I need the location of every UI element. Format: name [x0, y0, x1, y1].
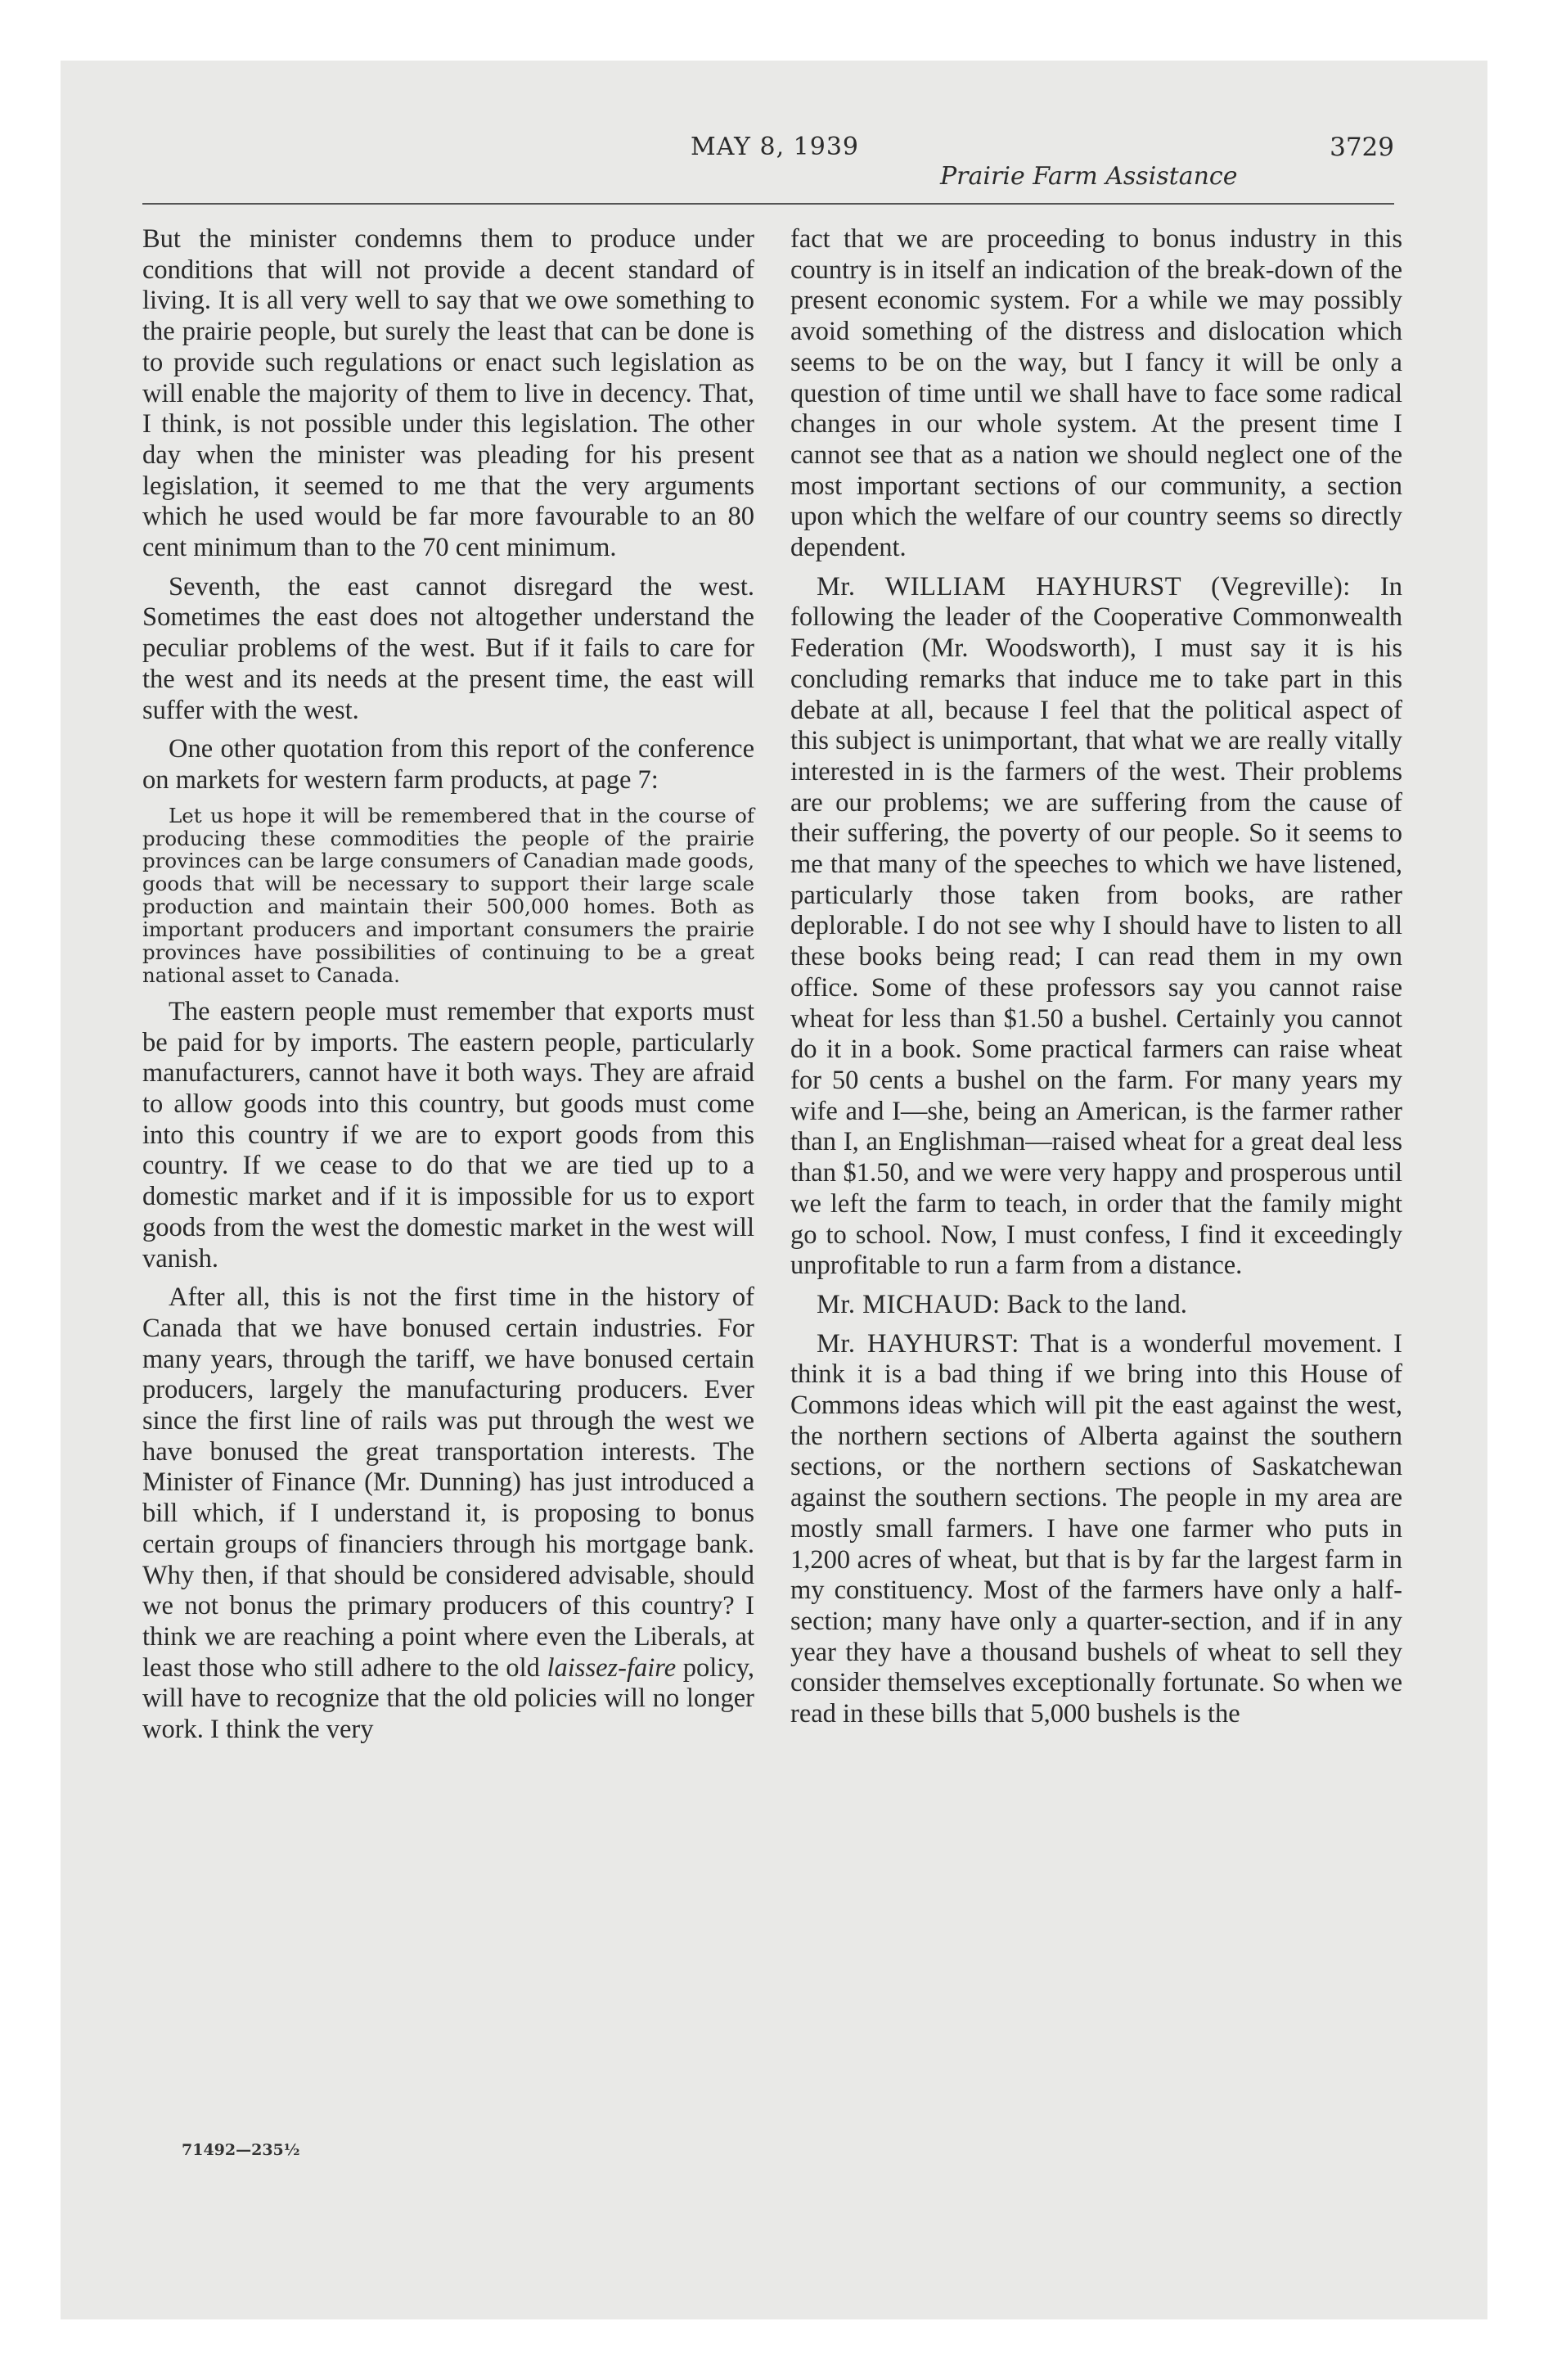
paragraph: The eastern people must remember that exports must be paid for by imports. The eastern people, particularly manufacturers, cannot have it both ways. They are afraid to allow goods into this country, but goods must come into this country if we are to export goods from this country. If we cease to do that we are tied up to a domestic market and if it is impossible for us to export goods from the west the domestic market in the west will vanish.	[142, 996, 754, 1273]
header-date: MAY 8, 1939	[691, 133, 860, 161]
page-content	[142, 128, 1402, 2288]
paragraph: fact that we are proceeding to bonus industry in this country is in itself an indication of the break-down of the present economic system. For a while we may possibly avoid something of the distress and dislocation which seems to be on the way, but I fancy it will be only a question of time until we shall have to face some radical changes in our whole system. At the present time I cannot see that as a nation we should neglect one of the most important sections of our community, a section upon which the welfare of our country seems so directly dependent.	[790, 224, 1402, 563]
paragraph: But the minister condemns them to produce under conditions that will not provide a decent standard of living. It is all very well to say that we owe something to the prairie people, but surely the least that can be done is to provide such regulations or enact such legislation as will enable the majority of them to live in decency. That, I think, is not possible under this legislation. The other day when the minister was pleading for his present legislation, it seemed to me that the very arguments which he used would be far more favourable to an 80 cent minimum than to the 70 cent minimum.	[142, 224, 754, 563]
paragraph	[142, 1282, 754, 1746]
speech-paragraph	[790, 1290, 1402, 1321]
speech-text: Back to the land.	[1006, 1289, 1187, 1319]
speech-paragraph	[790, 572, 1402, 1282]
paragraph: Seventh, the east cannot disregard the west. Sometimes the east does not altogether understand the peculiar problems of the west. But if it fails to care for the west and its needs at the present time, the east will suffer with the west.	[142, 571, 754, 725]
speech-text: That is a wonderful movement. I think it is a bad thing if we bring into this House of Commons ideas which will pit the east against the west, the northern sections of Alberta against the southern sections, or the northern sections of Saskatchewan against the southern sections. The people in my area are mostly small farmers. I have one farmer who puts in 1,200 acres of wheat, but that is by far the largest farm in my constituency. Most of the farmers have only a half-section; many have only a quarter-section, and if in any year they have a thousand bushels of wheat to sell they consider themselves exceptionally fortunate. So when we read in these bills that 5,000 bushels is the	[790, 1328, 1402, 1729]
left-column	[142, 224, 754, 1754]
speaker-name: Mr. WILLIAM HAYHURST (Vegreville):	[817, 571, 1351, 602]
speaker-name: Mr. HAYHURST:	[817, 1328, 1019, 1359]
header-topic: Prairie Farm Assistance	[940, 162, 1238, 191]
page-number: 3729	[1330, 133, 1394, 162]
block-quote: Let us hope it will be remembered that in the course of producing these commodities the people of the prairie provinces can be large consumers of Canadian made goods, goods that will be necessary to support their large scale production and maintain their 500,000 homes. Both as important producers and important consumers the prairie provinces have possibilities of continuing to be a great national asset to Canada.	[142, 803, 754, 987]
paragraph-text: policy, will have to recognize that the old policies will no longer work. I think the very	[142, 1652, 754, 1745]
page-header	[142, 128, 1394, 191]
print-reference: 71492—235½	[182, 2141, 300, 2159]
header-rule	[142, 203, 1394, 205]
speaker-name: Mr. MICHAUD:	[817, 1289, 1001, 1319]
speech-text: In following the leader of the Cooperative Commonwealth Federation (Mr. Woodsworth), I must say it is his concluding remarks that induce me to take part in this debate at all, because I feel that the political aspect of this subject is unimportant, that what we are really vitally interested in is the farmers of the west. Their problems are our problems; we are suffering from the cause of their suffering, the poverty of our people. So it seems to me that many of the speeches to which we have listened, particularly those taken from books, are rather deplorable. I do not see why I should have to listen to all these books being read; I can read them in my own office. Some of these professors say you cannot raise wheat for less than $1.50 a bushel. Certainly you cannot do it in a book. Some practical farmers can raise wheat for 50 cents a bushel on the farm. For many years my wife and I—she, being an American, is the farmer rather than I, an Englishman—raised wheat for a great deal less than $1.50, and we were very happy and prosperous until we left the farm to teach, in order that the family might go to school. Now, I must confess, I find it exceedingly unprofitable to run a farm from a distance.	[790, 571, 1402, 1281]
paragraph-text: After all, this is not the first time in the history of Canada that we have bonused certain industries. For many years, through the tariff, we have bonused certain producers, largely the manufacturing producers. Ever since the first line of rails was put through the west we have bonused the great transportation interests. The Minister of Finance (Mr. Dunning) has just introduced a bill which, if I understand it, is proposing to bonus certain groups of financiers through his mortgage bank. Why then, if that should be considered advisable, should we not bonus the primary producers of this country? I think we are reaching a point where even the Liberals, at least those who still adhere to the old	[142, 1282, 754, 1683]
right-column	[790, 224, 1402, 1738]
document-page	[61, 61, 1487, 2319]
paragraph: One other quotation from this report of the conference on markets for western farm products, at page 7:	[142, 734, 754, 795]
italic-term: laissez-faire	[547, 1652, 677, 1683]
speech-paragraph	[790, 1329, 1402, 1730]
